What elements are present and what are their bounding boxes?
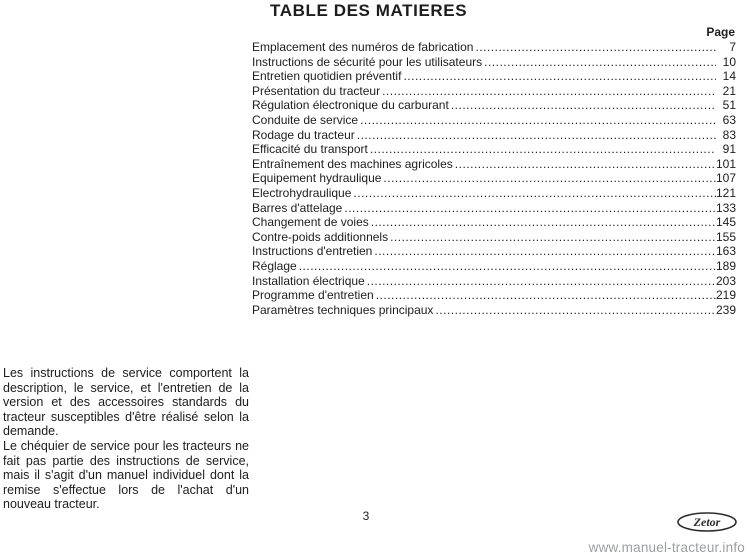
- toc-dot-leader: [365, 274, 716, 289]
- toc-entry: [252, 303, 736, 318]
- toc-dot-leader: [351, 186, 716, 201]
- toc-dot-leader: [381, 171, 716, 186]
- toc-dot-leader: [355, 128, 716, 143]
- toc-entry: [252, 215, 736, 230]
- toc-entry-label: Régulation électronique du carburant: [252, 98, 449, 113]
- toc-entry: [252, 171, 736, 186]
- service-note: [3, 366, 249, 512]
- toc-dot-leader: [297, 259, 716, 274]
- toc-entry-page: 83: [722, 127, 736, 142]
- toc-entry-page: 51: [722, 98, 736, 113]
- toc-dot-leader: [449, 98, 716, 113]
- toc-entry: [252, 157, 736, 172]
- watermark-text: www.manuel-tracteur.info: [588, 540, 745, 555]
- toc-entry: [252, 259, 736, 274]
- toc-entry: [252, 288, 736, 303]
- page-number: 3: [362, 509, 370, 523]
- toc-dot-leader: [473, 40, 716, 55]
- toc-entry-page: 219: [715, 288, 736, 303]
- toc-entry: [252, 55, 736, 70]
- toc-entry-label: Installation électrique: [252, 273, 365, 288]
- toc-entry-label: Entretien quotidien préventif: [252, 69, 402, 84]
- toc-entry-page: 91: [722, 142, 736, 157]
- toc-entry: [252, 142, 736, 157]
- toc-entry: [252, 274, 736, 289]
- toc-entry: [252, 40, 736, 55]
- toc-entry-label: Réglage: [252, 258, 297, 273]
- toc-entry-page: 163: [715, 244, 736, 259]
- toc-entry-page: 133: [715, 200, 736, 215]
- toc-dot-leader: [380, 84, 716, 99]
- toc-entry-label: Présentation du tracteur: [252, 83, 381, 98]
- toc-entry-page: 189: [715, 258, 736, 273]
- toc-entry-page: 239: [715, 302, 736, 317]
- toc-entry-page: 107: [715, 171, 736, 186]
- toc-entry-page: 14: [722, 69, 736, 84]
- toc-dot-leader: [372, 244, 716, 259]
- toc-dot-leader: [369, 215, 716, 230]
- toc-entry-page: 10: [722, 54, 736, 69]
- toc-dot-leader: [482, 55, 716, 70]
- toc-entry-label: Equipement hydraulique: [252, 171, 382, 186]
- toc-entry: [252, 84, 736, 99]
- toc-entry-label: Efficacité du transport: [252, 142, 368, 157]
- toc-entry-label: Entraînement des machines agricoles: [252, 156, 453, 171]
- toc-entry-label: Changement de voies: [252, 215, 369, 230]
- toc-entry-label: Instructions d'entretien: [252, 244, 373, 259]
- toc-dot-leader: [433, 303, 716, 318]
- toc-entry-page: 145: [715, 215, 736, 230]
- toc-entry-page: 203: [715, 273, 736, 288]
- toc-entry-label: Rodage du tracteur: [252, 127, 355, 142]
- toc-entry-label: Emplacement des numéros de fabrication: [252, 40, 474, 54]
- toc-list: [252, 40, 736, 317]
- toc-dot-leader: [388, 230, 716, 245]
- toc-dot-leader: [401, 69, 716, 84]
- toc-entry: [252, 201, 736, 216]
- toc-entry: [252, 113, 736, 128]
- toc-entry-page: 21: [722, 83, 736, 98]
- service-note-paragraph-1: Les instructions de service comportent la description, le service, et l'entretien de la version et des accessoires standards du tracteur susceptibles d'être réalisé selon la demande.: [3, 366, 249, 439]
- zetor-logo: [676, 511, 738, 533]
- page-title: TABLE DES MATIERES: [270, 1, 468, 20]
- toc-dot-leader: [374, 288, 716, 303]
- toc-entry-label: Electrohydraulique: [252, 185, 352, 200]
- toc-dot-leader: [358, 113, 716, 128]
- toc-dot-leader: [342, 201, 716, 216]
- toc-entry-label: Instructions de sécurité pour les utilisateurs: [252, 54, 483, 69]
- toc-dot-leader: [368, 142, 716, 157]
- toc-entry: [252, 230, 736, 245]
- toc-entry-label: Contre-poids additionnels: [252, 229, 389, 244]
- toc-entry: [252, 244, 736, 259]
- toc-entry: [252, 69, 736, 84]
- toc-entry-page: 101: [715, 156, 736, 171]
- toc-entry: [252, 186, 736, 201]
- toc-entry-page: 121: [715, 185, 736, 200]
- page-column-header: Page: [706, 25, 735, 39]
- zetor-logo-text: Zetor: [693, 515, 721, 529]
- toc-entry: [252, 98, 736, 113]
- toc-entry-page: 7: [729, 40, 736, 54]
- toc-entry-label: Paramètres techniques principaux: [252, 302, 434, 317]
- toc-entry-label: Barres d'attelage: [252, 200, 343, 215]
- toc-entry-label: Conduite de service: [252, 112, 359, 127]
- toc-entry-page: 155: [715, 229, 736, 244]
- table-of-contents: [252, 25, 736, 317]
- toc-entry-label: Programme d'entretien: [252, 288, 374, 303]
- toc-dot-leader: [453, 157, 716, 172]
- toc-entry: [252, 128, 736, 143]
- toc-entry-page: 63: [722, 112, 736, 127]
- service-note-paragraph-2: Le chéquier de service pour les tracteurs ne fait pas partie des instructions de service, mais il s'agit d'un manuel individuel dont la remise s'effectue lors de l'achat d'un nouveau tracteur.: [3, 438, 249, 512]
